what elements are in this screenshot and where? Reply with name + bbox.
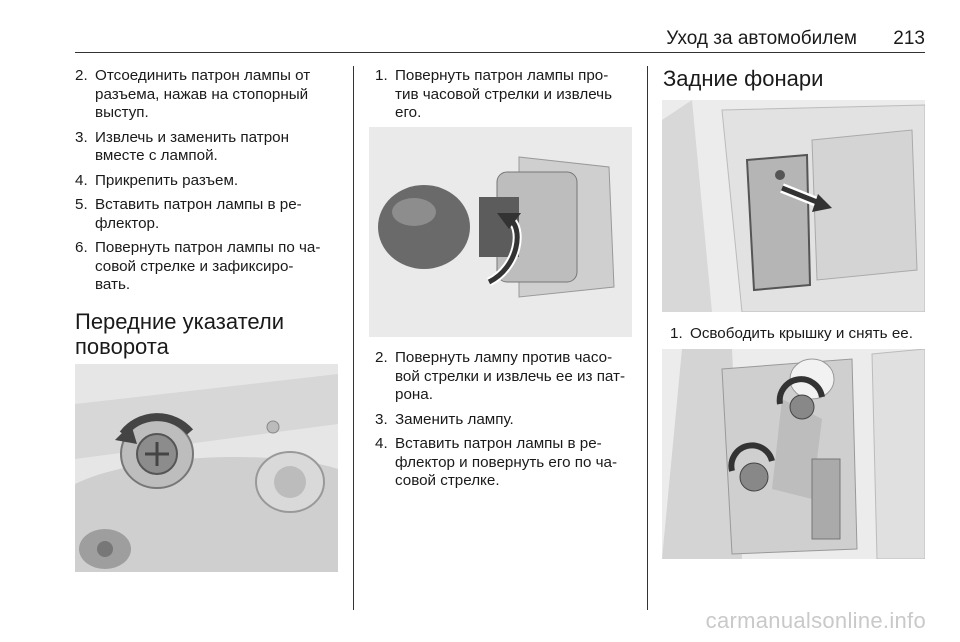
column-2-lower xyxy=(375,349,643,497)
section-heading: Задние фонари xyxy=(663,66,824,91)
watermark: carmanualsonline.info xyxy=(705,608,926,633)
header-rule xyxy=(75,52,925,53)
section-heading: Передние указатели поворота xyxy=(75,308,285,359)
list-item: 4. Прикрепить разъем. xyxy=(75,171,239,189)
list-item: 3. Извлечь и заменить патрон вместе с лампой. xyxy=(75,128,289,164)
tailgate-cover-illustration xyxy=(662,100,925,312)
list-item: 5. Вставить патрон лампы в ре- флектор. xyxy=(75,196,302,232)
figure-caption: 1. Освободить крышку и снять ее. xyxy=(670,325,913,342)
column-2 xyxy=(375,67,643,129)
list-item: 3. Заменить лампу. xyxy=(375,410,514,428)
page-number: 213 xyxy=(893,28,925,49)
column-1 xyxy=(75,67,347,359)
list-item: 2. Повернуть лампу против часо- вой стрелки и извлечь ее из пат- рона. xyxy=(375,349,626,403)
tail-lamp-illustration xyxy=(662,349,925,559)
bulb-socket-illustration xyxy=(369,127,632,337)
page-header xyxy=(75,24,925,48)
list-item: 6. Повернуть патрон лампы по ча- совой стрелке и зафиксиро- вать. xyxy=(75,239,321,293)
header-title: Уход за автомобилем xyxy=(666,28,857,49)
list-item: 2. Отсоединить патрон лампы от разъема, нажав на стопорный выступ. xyxy=(75,67,311,121)
column-divider xyxy=(353,66,354,610)
column-divider xyxy=(647,66,648,610)
list-item: 1. Повернуть патрон лампы про- тив часовой стрелки и извлечь его. xyxy=(375,67,612,121)
turn-signal-illustration xyxy=(75,364,338,572)
list-item: 4. Вставить патрон лампы в ре- флектор и повернуть его по ча- совой стрелке. xyxy=(375,435,618,489)
